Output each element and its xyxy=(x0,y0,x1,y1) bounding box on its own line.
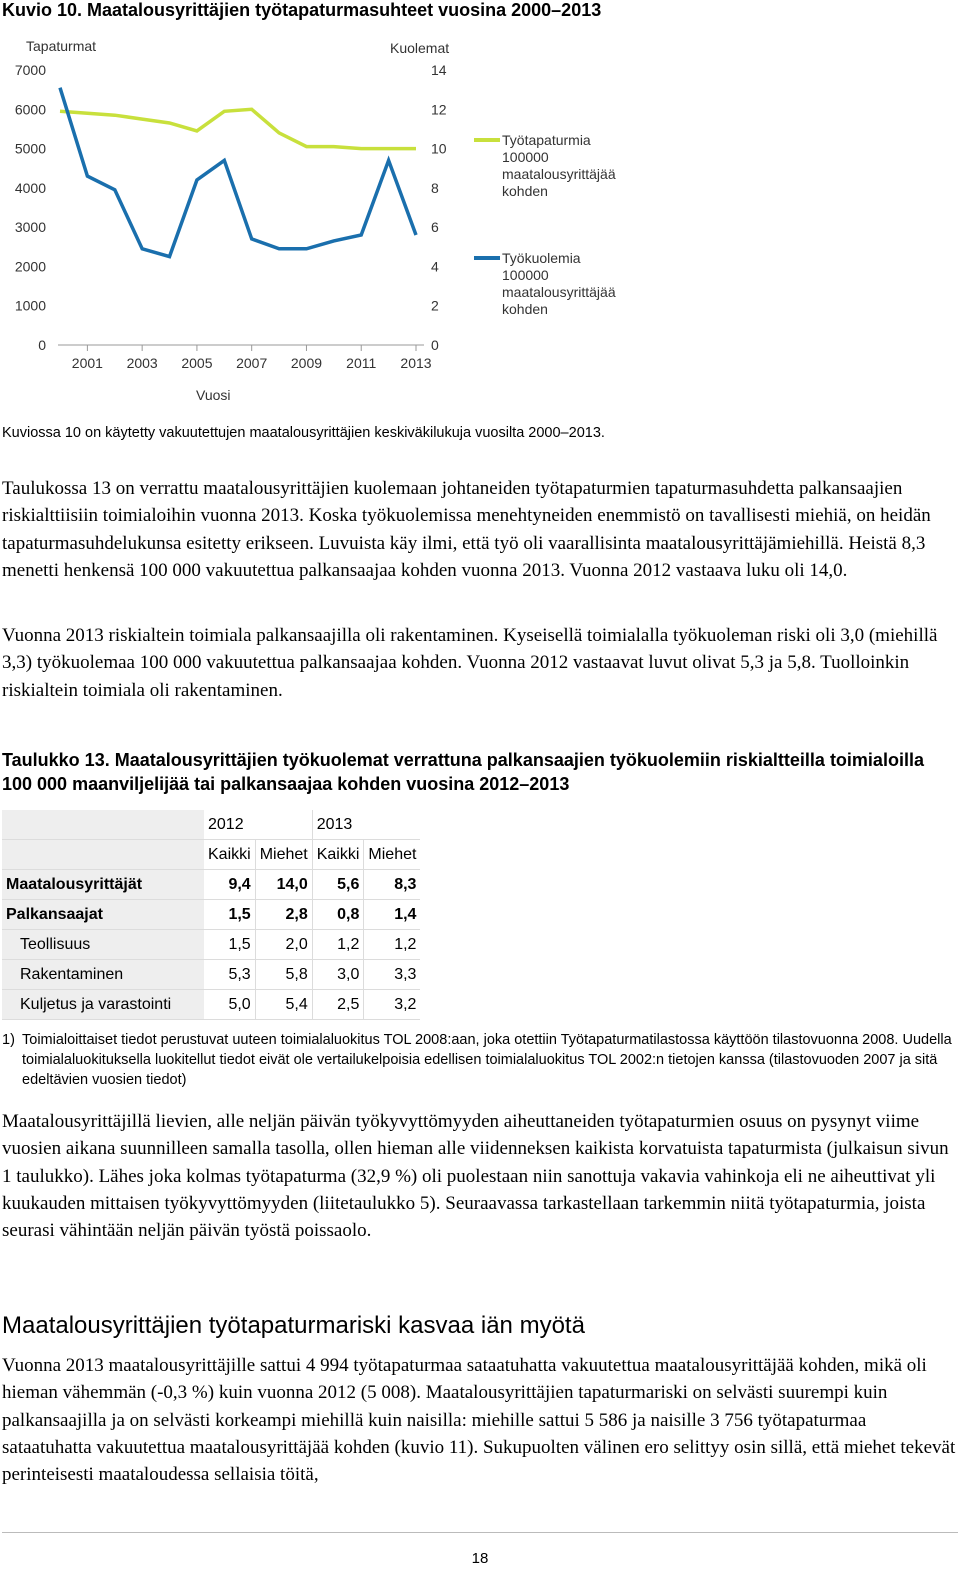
table-row xyxy=(2,960,420,990)
paragraph-4-text: Vuonna 2013 maatalousyrittäjille sattui 4 994 työtapaturmaa sataatuhatta vakuutettua maatalousyrittäjää kohden, mikä oli hieman vähemmän (-0,3 %) kuin vuonna 2012 (5 008). Maatalousyrittäjien tapaturmariski on selvästi suurempi kuin palkansaajilla ja on selvästi korkeampi miehillä kuin naisilla: miehille sattui 5 586 ja naisille 3 756 työtapaturmaa sataatuhatta vakuutettua maatalousyrittäjää kohden (kuvio 11). Sukupuolten välinen ero selittyy osin sillä, että miehet tekevät perinteisesti maataloudessa sellaisia töitä, xyxy=(2,1355,956,1486)
row-label: Maatalousyrittäjät xyxy=(2,870,204,900)
line-chart xyxy=(0,30,960,410)
subheader-miehet-2013: Miehet xyxy=(364,840,421,870)
legend-label-2: Työkuolemia xyxy=(502,250,581,266)
figure-title: Kuvio 10. Maatalousyrittäjien työtapaturmasuhteet vuosina 2000–2013 xyxy=(2,0,602,20)
table-cell: 2,5 xyxy=(312,990,364,1020)
table-cell: 3,3 xyxy=(364,960,421,990)
table-cell: 5,3 xyxy=(204,960,255,990)
year-header-2012: 2012 xyxy=(204,810,312,840)
x-tick-label: 2005 xyxy=(181,355,213,371)
paragraph-2 xyxy=(2,622,958,704)
table-cell: 5,6 xyxy=(312,870,364,900)
right-tick-label: 0 xyxy=(431,337,439,353)
footnote-text: Toimialoittaiset tiedot perustuvat uuteen toimialaluokitus TOL 2008:aan, joka otettiin Työtapaturmatilastossa käyttöön tilastovuonna 2008. Uudella toimialaluokituksella luokitellut tiedot eivät ole vertailukelpoisia edellisen toimialaluokitus TOL 2002:n tietojen kanssa (tilastovuoden 2007 ja sitä edeltävien vuosien tiedot) xyxy=(22,1032,952,1088)
x-tick-label: 2009 xyxy=(290,355,323,371)
table-cell: 1,2 xyxy=(312,930,364,960)
subheader-kaikki-2013: Kaikki xyxy=(312,840,364,870)
legend-label-2: maatalousyrittäjää xyxy=(502,284,616,300)
left-tick-label: 1000 xyxy=(14,297,46,314)
table-row xyxy=(2,930,420,960)
table-header-groups xyxy=(2,840,420,870)
right-tick-label: 4 xyxy=(431,258,439,275)
table-cell: 5,8 xyxy=(255,960,312,990)
table-header-years xyxy=(2,810,420,840)
row-label: Rakentaminen xyxy=(2,960,204,990)
subheader-kaikki-2012: Kaikki xyxy=(204,840,255,870)
paragraph-1-text: Taulukossa 13 on verrattu maatalousyrittäjien kuolemaan johtaneiden työtapaturmien tapaturmasuhdetta palkansaajien riskialttiisiin toimialoihin vuonna 2013. Koska työkuolemissa menehtyneiden enemmistö on tavallisesti miehiä, on heidän tapaturmasuhdelukunsa esitetty erikseen. Luvuista käy ilmi, että työ oli vaarallisinta maatalousyrittäjämiehillä. Heistä 8,3 menetti henkensä 100 000 vakuutettua palkansaajaa kohden vuonna 2013. Vuonna 2012 vastaava luku oli 14,0. xyxy=(2,478,931,581)
series-line-2 xyxy=(60,88,416,257)
paragraph-3 xyxy=(2,1108,958,1244)
footer-divider xyxy=(2,1532,958,1533)
left-tick-label: 5000 xyxy=(14,140,46,157)
right-tick-label: 12 xyxy=(431,101,447,118)
series-layer xyxy=(60,88,416,257)
paragraph-1 xyxy=(2,475,958,584)
left-tick-label: 0 xyxy=(38,337,46,353)
table-cell: 1,5 xyxy=(204,900,255,930)
table-corner xyxy=(2,810,204,840)
table-cell: 14,0 xyxy=(255,870,312,900)
x-tick-label: 2001 xyxy=(71,355,103,371)
left-tick-label: 2000 xyxy=(14,258,46,275)
subheader-miehet-2012: Miehet xyxy=(255,840,312,870)
legend-label-2: 100000 xyxy=(502,267,549,283)
figure-caption: Kuviossa 10 on käytetty vakuutettujen maatalousyrittäjien keskiväkilukuja vuosilta 2000–2013. xyxy=(2,425,605,441)
row-label: Palkansaajat xyxy=(2,900,204,930)
legend-label-1: kohden xyxy=(502,183,548,199)
right-axis-ticks xyxy=(431,62,447,353)
right-tick-label: 10 xyxy=(431,140,447,157)
right-tick-label: 14 xyxy=(431,62,447,78)
x-axis-ticks xyxy=(72,345,432,371)
table-cell: 1,2 xyxy=(364,930,421,960)
series-line-1 xyxy=(60,109,416,148)
left-axis-ticks xyxy=(15,62,46,353)
table-cell: 5,4 xyxy=(255,990,312,1020)
table-cell: 1,5 xyxy=(204,930,255,960)
table-cell: 3,0 xyxy=(312,960,364,990)
page-number: 18 xyxy=(471,1550,489,1567)
left-tick-label: 4000 xyxy=(14,179,46,196)
legend-label-2: kohden xyxy=(502,301,548,317)
table-cell: 9,4 xyxy=(204,870,255,900)
x-tick-label: 2003 xyxy=(126,355,158,371)
table-cell: 8,3 xyxy=(364,870,421,900)
table-footnote xyxy=(2,1030,958,1090)
row-label: Kuljetus ja varastointi xyxy=(2,990,204,1020)
row-label: Teollisuus xyxy=(2,930,204,960)
table-title: Taulukko 13. Maatalousyrittäjien työkuolemat verrattuna palkansaajien työkuolemiin riskialtteilla toimialoilla 100 000 maanviljelijää tai palkansaajaa kohden vuosina 2012–2013 xyxy=(2,750,924,794)
left-axis-title: Tapaturmat xyxy=(26,38,97,54)
right-tick-label: 8 xyxy=(431,179,439,196)
legend xyxy=(474,132,616,317)
table-cell: 1,4 xyxy=(364,900,421,930)
left-tick-label: 7000 xyxy=(14,62,46,78)
table-row xyxy=(2,990,420,1020)
left-tick-label: 3000 xyxy=(14,219,46,236)
table-cell: 5,0 xyxy=(204,990,255,1020)
year-header-2013: 2013 xyxy=(312,810,420,840)
left-tick-label: 6000 xyxy=(14,101,46,118)
x-tick-label: 2011 xyxy=(346,355,377,371)
section-heading: Maatalousyrittäjien työtapaturmariski kasvaa iän myötä xyxy=(2,1312,585,1339)
x-tick-label: 2007 xyxy=(236,355,268,371)
paragraph-4 xyxy=(2,1352,958,1488)
paragraph-3-text: Maatalousyrittäjillä lievien, alle neljän päivän työkyvyttömyyden aiheuttaneiden työtapaturmien osuus on pysynyt viime vuosien aikana suunnilleen samalla tasolla, ollen hieman alle viidenneksen kaikista korvatuista tapaturmista (julkaisun sivun 1 taulukko). Lähes joka kolmas työtapaturma (32,9 %) oli puolestaan niin sanottuja vakavia vahinkoja eli ne aiheuttivat yli kuukauden mittaisen työkyvyttömyyden (liitetaulukko 5). Seuraavassa tarkastellaan tarkemmin niitä työtapaturmia, joista seurasi vähintään neljän päivän työstä poissaolo. xyxy=(2,1111,949,1242)
table-row xyxy=(2,900,420,930)
table-cell: 2,0 xyxy=(255,930,312,960)
paragraph-2-text: Vuonna 2013 riskialtein toimiala palkansaajilla oli rakentaminen. Kyseisellä toimialalla työkuoleman riski oli 3,0 (miehillä 3,3) työkuolemaa 100 000 vakuutettua palkansaajaa kohden. Vuonna 2012 vastaavat luvut olivat 5,3 ja 5,8. Tuolloinkin riskialtein toimiala oli rakentaminen. xyxy=(2,625,938,701)
x-axis-label: Vuosi xyxy=(196,387,231,403)
right-axis-title: Kuolemat xyxy=(390,40,450,56)
table-row xyxy=(2,870,420,900)
table-cell: 3,2 xyxy=(364,990,421,1020)
x-tick-label: 2013 xyxy=(400,355,432,371)
table-corner-2 xyxy=(2,840,204,870)
table-cell: 2,8 xyxy=(255,900,312,930)
legend-label-1: Työtapaturmia xyxy=(502,132,591,148)
legend-label-1: 100000 xyxy=(502,149,549,165)
data-table xyxy=(2,810,420,1020)
right-tick-label: 6 xyxy=(431,219,439,236)
legend-label-1: maatalousyrittäjää xyxy=(502,166,616,182)
right-tick-label: 2 xyxy=(431,297,439,314)
footnote-marker: 1) xyxy=(2,1032,15,1048)
table-cell: 0,8 xyxy=(312,900,364,930)
